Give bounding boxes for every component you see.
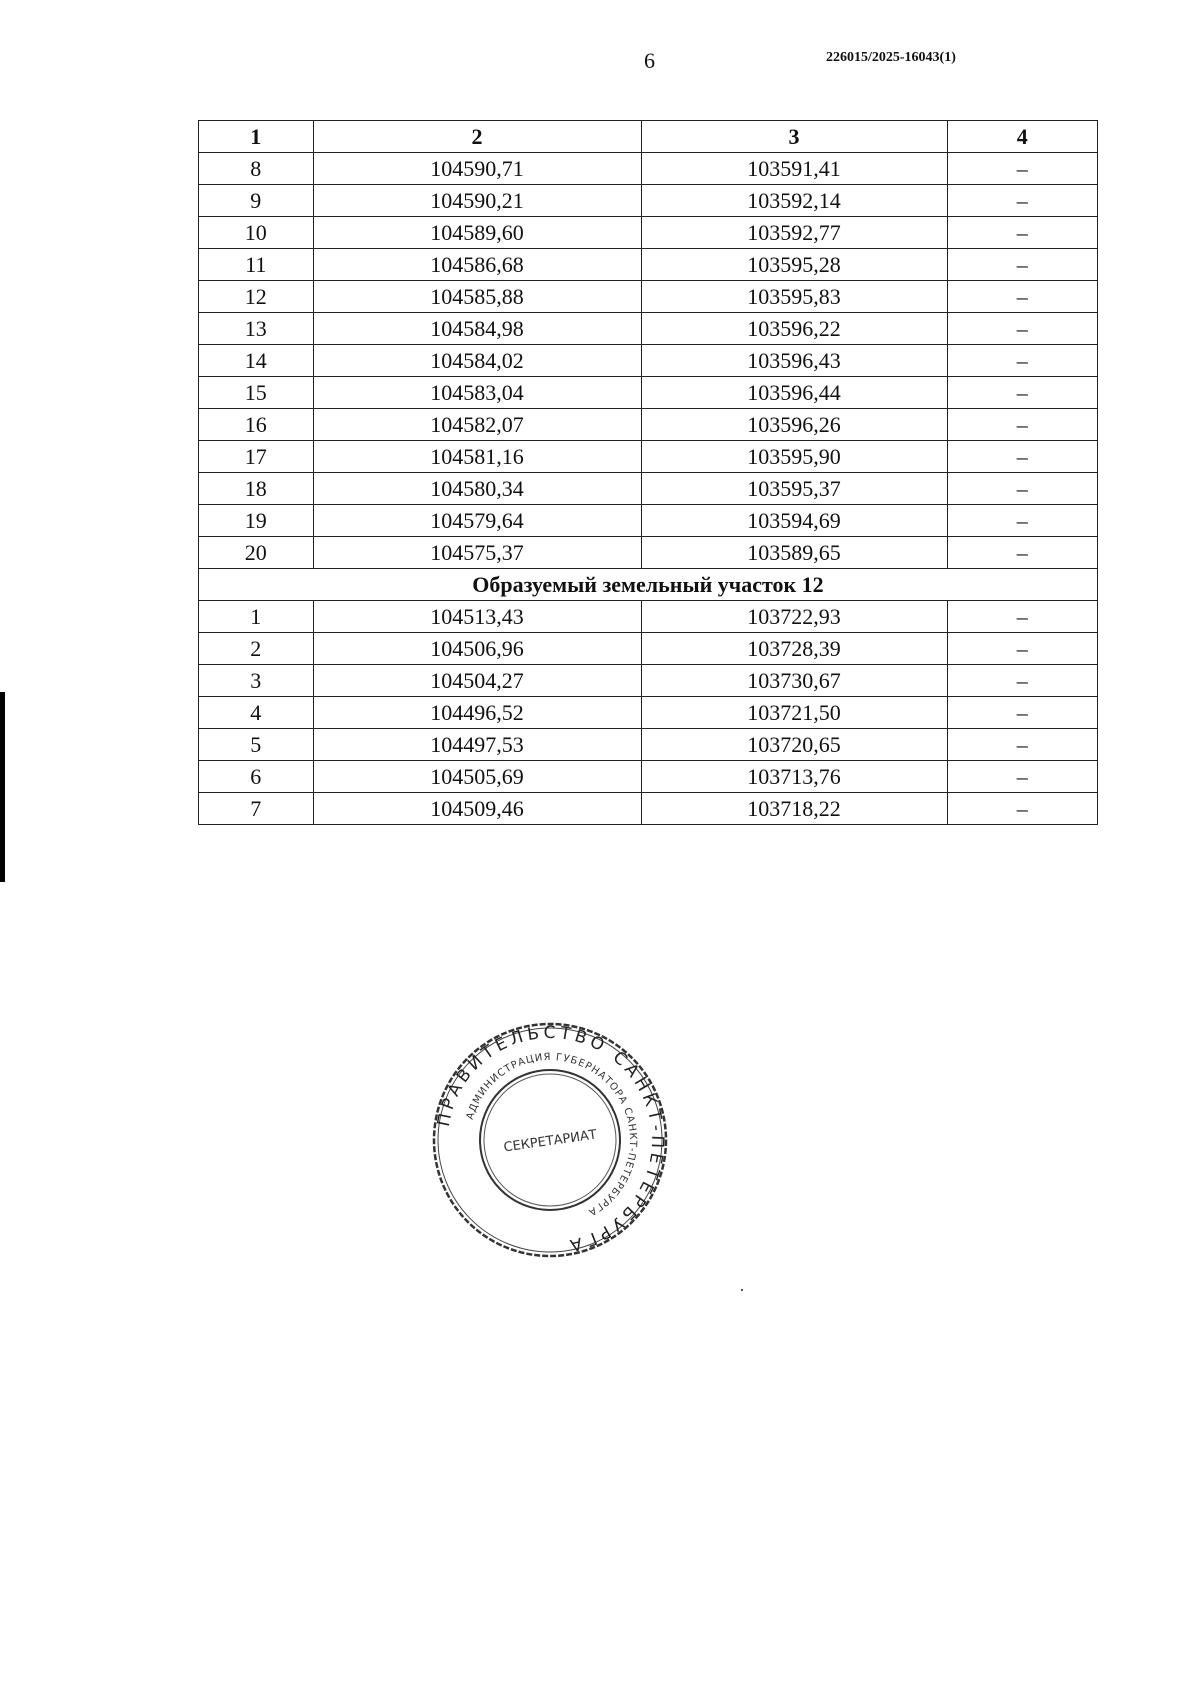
point-number-cell: 20 — [199, 537, 314, 569]
value-cell: – — [947, 633, 1097, 665]
point-number-cell: 8 — [199, 153, 314, 185]
y-coordinate-cell: 103728,39 — [641, 633, 947, 665]
y-coordinate-cell: 103595,37 — [641, 473, 947, 505]
value-cell: – — [947, 185, 1097, 217]
y-coordinate-cell: 103596,44 — [641, 377, 947, 409]
table-row — [199, 409, 1098, 441]
table-row — [199, 217, 1098, 249]
x-coordinate-cell: 104581,16 — [313, 441, 641, 473]
x-coordinate-cell: 104590,21 — [313, 185, 641, 217]
value-cell: – — [947, 153, 1097, 185]
table-header-row — [199, 121, 1098, 153]
x-coordinate-cell: 104496,52 — [313, 697, 641, 729]
value-cell: – — [947, 217, 1097, 249]
table-row — [199, 761, 1098, 793]
x-coordinate-cell: 104584,98 — [313, 313, 641, 345]
table-row — [199, 793, 1098, 825]
value-cell: – — [947, 505, 1097, 537]
value-cell: – — [947, 441, 1097, 473]
x-coordinate-cell: 104497,53 — [313, 729, 641, 761]
value-cell: – — [947, 665, 1097, 697]
y-coordinate-cell: 103722,93 — [641, 601, 947, 633]
y-coordinate-cell: 103730,67 — [641, 665, 947, 697]
table-row — [199, 633, 1098, 665]
section-row — [199, 569, 1098, 601]
value-cell: – — [947, 537, 1097, 569]
table-row — [199, 345, 1098, 377]
page-number: 6 — [644, 48, 655, 73]
table-row — [199, 729, 1098, 761]
x-coordinate-cell: 104584,02 — [313, 345, 641, 377]
y-coordinate-cell: 103595,83 — [641, 281, 947, 313]
x-coordinate-cell: 104575,37 — [313, 537, 641, 569]
point-number-cell: 7 — [199, 793, 314, 825]
table-row — [199, 473, 1098, 505]
x-coordinate-cell: 104585,88 — [313, 281, 641, 313]
column-header: 3 — [641, 121, 947, 153]
value-cell: – — [947, 601, 1097, 633]
point-number-cell: 18 — [199, 473, 314, 505]
y-coordinate-cell: 103596,22 — [641, 313, 947, 345]
x-coordinate-cell: 104590,71 — [313, 153, 641, 185]
point-number-cell: 16 — [199, 409, 314, 441]
point-number-cell: 2 — [199, 633, 314, 665]
point-number-cell: 19 — [199, 505, 314, 537]
document-reference: 226015/2025-16043(1) — [826, 50, 956, 65]
value-cell: – — [947, 377, 1097, 409]
y-coordinate-cell: 103595,28 — [641, 249, 947, 281]
table-body-part1 — [199, 153, 1098, 569]
value-cell: – — [947, 281, 1097, 313]
x-coordinate-cell: 104583,04 — [313, 377, 641, 409]
x-coordinate-cell: 104580,34 — [313, 473, 641, 505]
column-header: 2 — [313, 121, 641, 153]
x-coordinate-cell: 104506,96 — [313, 633, 641, 665]
x-coordinate-cell: 104513,43 — [313, 601, 641, 633]
coordinates-table — [198, 120, 1098, 825]
value-cell: – — [947, 697, 1097, 729]
value-cell: – — [947, 345, 1097, 377]
point-number-cell: 1 — [199, 601, 314, 633]
point-number-cell: 11 — [199, 249, 314, 281]
scan-edge-bar — [0, 692, 5, 882]
point-number-cell: 13 — [199, 313, 314, 345]
table-row — [199, 185, 1098, 217]
value-cell: – — [947, 313, 1097, 345]
x-coordinate-cell: 104582,07 — [313, 409, 641, 441]
y-coordinate-cell: 103713,76 — [641, 761, 947, 793]
value-cell: – — [947, 249, 1097, 281]
y-coordinate-cell: 103720,65 — [641, 729, 947, 761]
point-number-cell: 17 — [199, 441, 314, 473]
point-number-cell: 4 — [199, 697, 314, 729]
table-row — [199, 537, 1098, 569]
x-coordinate-cell: 104504,27 — [313, 665, 641, 697]
y-coordinate-cell: 103721,50 — [641, 697, 947, 729]
y-coordinate-cell: 103592,14 — [641, 185, 947, 217]
table-row — [199, 665, 1098, 697]
y-coordinate-cell: 103718,22 — [641, 793, 947, 825]
value-cell: – — [947, 793, 1097, 825]
stamp-inner-text: АДМИНИСТРАЦИЯ ГУБЕРНАТОРА САНКТ-ПЕТЕРБУРГА — [464, 1051, 639, 1218]
official-stamp — [430, 1020, 670, 1260]
table-row — [199, 281, 1098, 313]
x-coordinate-cell: 104579,64 — [313, 505, 641, 537]
x-coordinate-cell: 104509,46 — [313, 793, 641, 825]
point-number-cell: 5 — [199, 729, 314, 761]
table-body-part2 — [199, 601, 1098, 825]
x-coordinate-cell: 104505,69 — [313, 761, 641, 793]
table-row — [199, 377, 1098, 409]
point-number-cell: 10 — [199, 217, 314, 249]
y-coordinate-cell: 103591,41 — [641, 153, 947, 185]
value-cell: – — [947, 729, 1097, 761]
scan-speck — [741, 1289, 743, 1291]
table-row — [199, 505, 1098, 537]
x-coordinate-cell: 104586,68 — [313, 249, 641, 281]
point-number-cell: 9 — [199, 185, 314, 217]
section-title: Образуемый земельный участок 12 — [199, 569, 1098, 601]
stamp-center-text: СЕКРЕТАРИАТ — [502, 1127, 598, 1156]
point-number-cell: 14 — [199, 345, 314, 377]
point-number-cell: 12 — [199, 281, 314, 313]
value-cell: – — [947, 409, 1097, 441]
value-cell: – — [947, 761, 1097, 793]
table-row — [199, 697, 1098, 729]
table-row — [199, 441, 1098, 473]
point-number-cell: 15 — [199, 377, 314, 409]
y-coordinate-cell: 103596,26 — [641, 409, 947, 441]
y-coordinate-cell: 103596,43 — [641, 345, 947, 377]
table-row — [199, 601, 1098, 633]
y-coordinate-cell: 103594,69 — [641, 505, 947, 537]
column-header: 4 — [947, 121, 1097, 153]
stamp-outer-text: ПРАВИТЕЛЬСТВО САНКТ-ПЕТЕРБУРГА — [433, 1022, 668, 1256]
table-row — [199, 313, 1098, 345]
table-row — [199, 153, 1098, 185]
y-coordinate-cell: 103592,77 — [641, 217, 947, 249]
value-cell: – — [947, 473, 1097, 505]
table-row — [199, 249, 1098, 281]
point-number-cell: 6 — [199, 761, 314, 793]
section-row-group — [199, 569, 1098, 601]
x-coordinate-cell: 104589,60 — [313, 217, 641, 249]
y-coordinate-cell: 103589,65 — [641, 537, 947, 569]
y-coordinate-cell: 103595,90 — [641, 441, 947, 473]
point-number-cell: 3 — [199, 665, 314, 697]
column-header: 1 — [199, 121, 314, 153]
